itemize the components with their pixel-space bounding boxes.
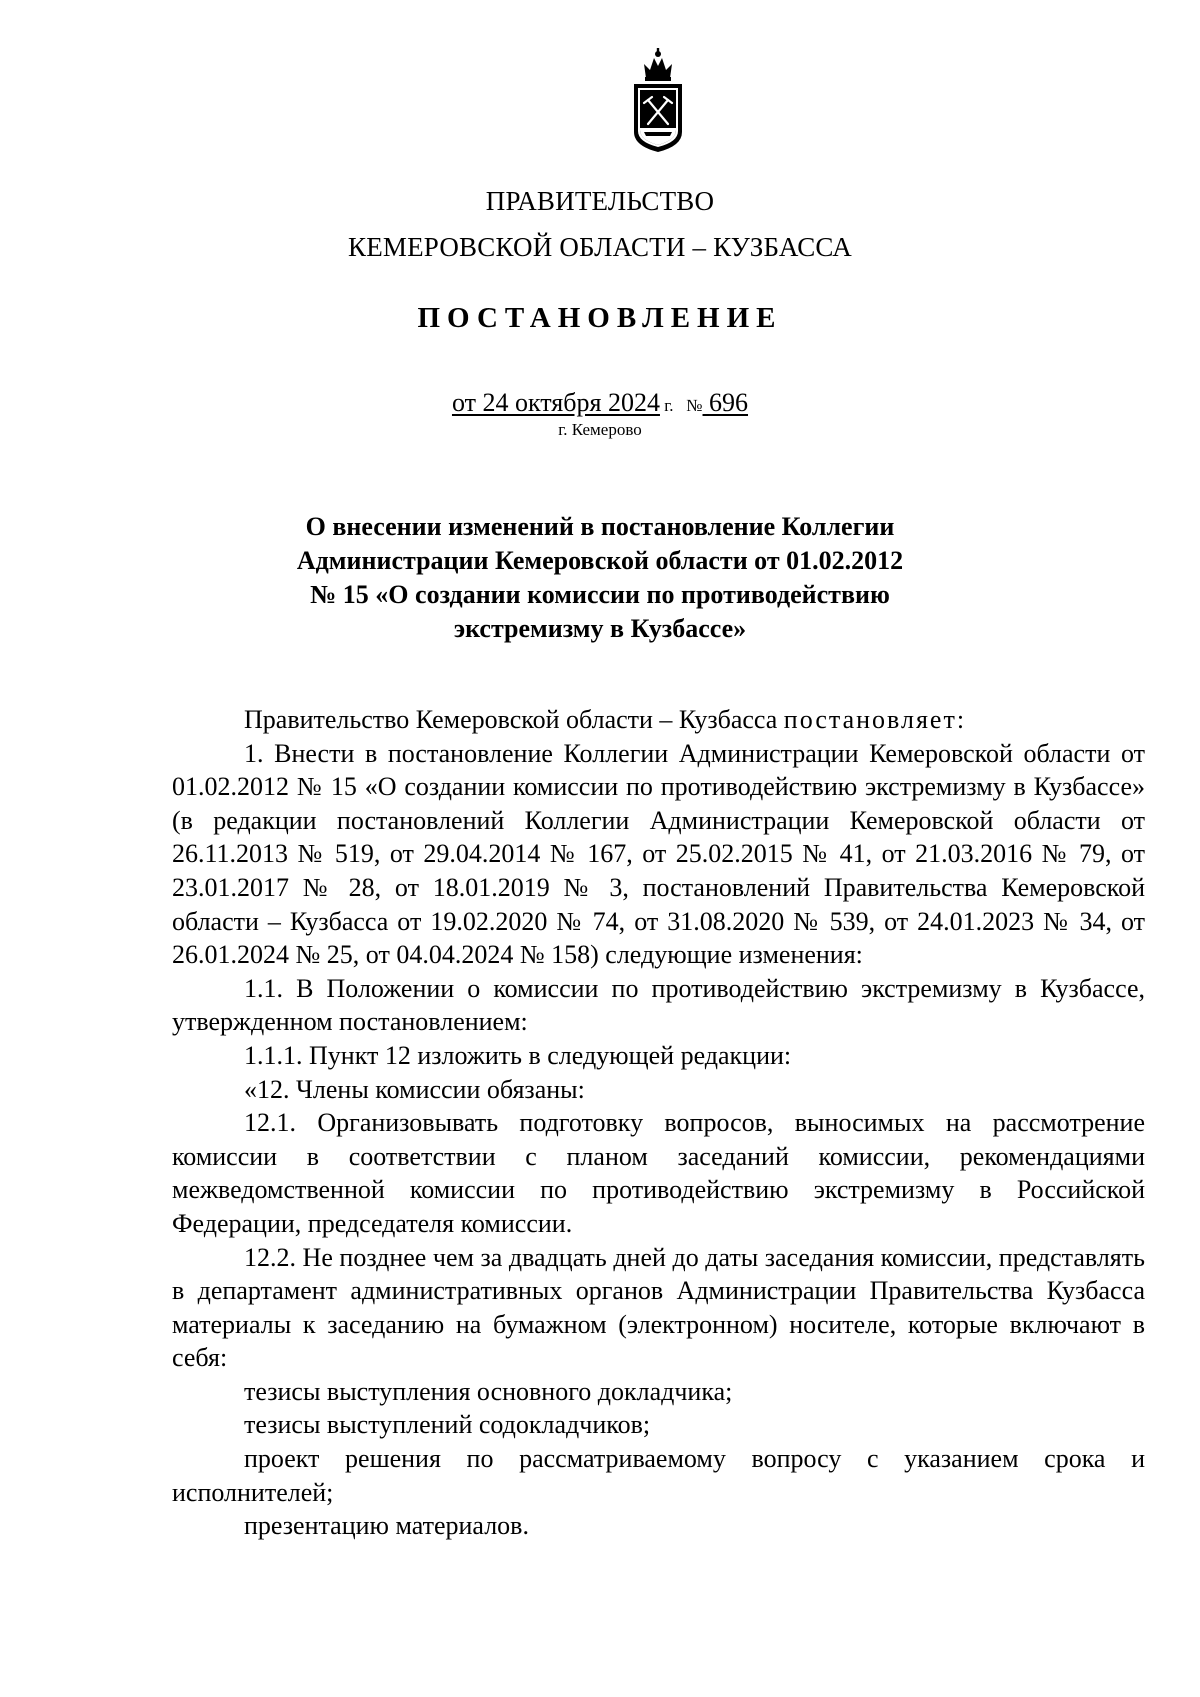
body-paragraph: 1.1. В Положении о комиссии по противодействию экстремизму в Кузбассе, утвержденном постановлением: (172, 973, 1145, 1037)
title-line: № 15 «О создании комиссии по противодействию (310, 580, 890, 609)
government-name-line2: КЕМЕРОВСКОЙ ОБЛАСТИ – КУЗБАССА (348, 232, 852, 262)
title-line: экстремизму в Кузбассе» (453, 614, 747, 643)
government-name-line1: ПРАВИТЕЛЬСТВО (485, 186, 715, 216)
list-item: проект решения по рассматриваемому вопросу с указанием срока и исполнителей; (172, 1444, 1145, 1507)
date-prefix: от (451, 388, 483, 417)
document-city: г. Кемерово (558, 420, 642, 439)
list-item: презентацию материалов. (244, 1511, 529, 1541)
list-item: тезисы выступления основного докладчика; (244, 1376, 733, 1406)
number-sign: № (686, 396, 703, 415)
intro-paragraph: Правительство Кемеровской области – Кузбасса постановляет: (244, 705, 965, 734)
document-number: 696 (709, 388, 749, 417)
document-type: ПОСТАНОВЛЕНИЕ (417, 302, 783, 334)
resolves-word: постановляет (783, 705, 957, 734)
body-paragraph: 1. Внести в постановление Коллегии Администрации Кемеровской области от 01.02.2012 № 15 «О создании комиссии по противодействию экстремизму в Кузбассе» (в редакции постановлений Коллегии Администрации Кемеровской области от 26.11.2013 № 519, от 29.04.2014 № 167, от 25.02.2015 № 41, от 21.03.2016 № 79, от 23.01.2017 № 28, от 18.01.2019 № 3, постановлений Правительства Кемеровской области – Кузбасса от 19.02.2020 № 74, от 31.08.2020 № 539, от 24.01.2023 № 34, от 26.01.2024 № 25, от 04.04.2024 № 158) следующие изменения: (172, 738, 1145, 970)
title-line: Администрации Кемеровской области от 01.02.2012 (296, 546, 904, 575)
year-suffix: г. № (664, 396, 703, 415)
document-title (200, 510, 1000, 646)
body-paragraph: «12. Члены комиссии обязаны: (244, 1074, 585, 1104)
body-paragraph: 12.1. Организовывать подготовку вопросов, выносимых на рассмотрение комиссии в соответствии с планом заседаний комиссии, рекомендациями межведомственной комиссии по противодействию экстремизму в Российской Федерации, председателя комиссии. (172, 1108, 1145, 1238)
date-number-line (0, 388, 1200, 418)
body-paragraph: 1.1.1. Пункт 12 изложить в следующей редакции: (244, 1040, 792, 1070)
title-line: О внесении изменений в постановление Коллегии (305, 512, 895, 541)
list-item: тезисы выступлений содокладчиков; (244, 1410, 651, 1440)
document-date: 24 октября 2024 (482, 388, 660, 417)
document-body (172, 703, 1145, 1543)
kuzbass-coat-of-arms-icon (628, 48, 688, 153)
body-paragraph: 12.2. Не позднее чем за двадцать дней до даты заседания комиссии, представлять в департамент административных органов Администрации Правительства Кузбасса материалы к заседанию на бумажном (электронном) носителе, которые включают в себя: (172, 1242, 1145, 1373)
